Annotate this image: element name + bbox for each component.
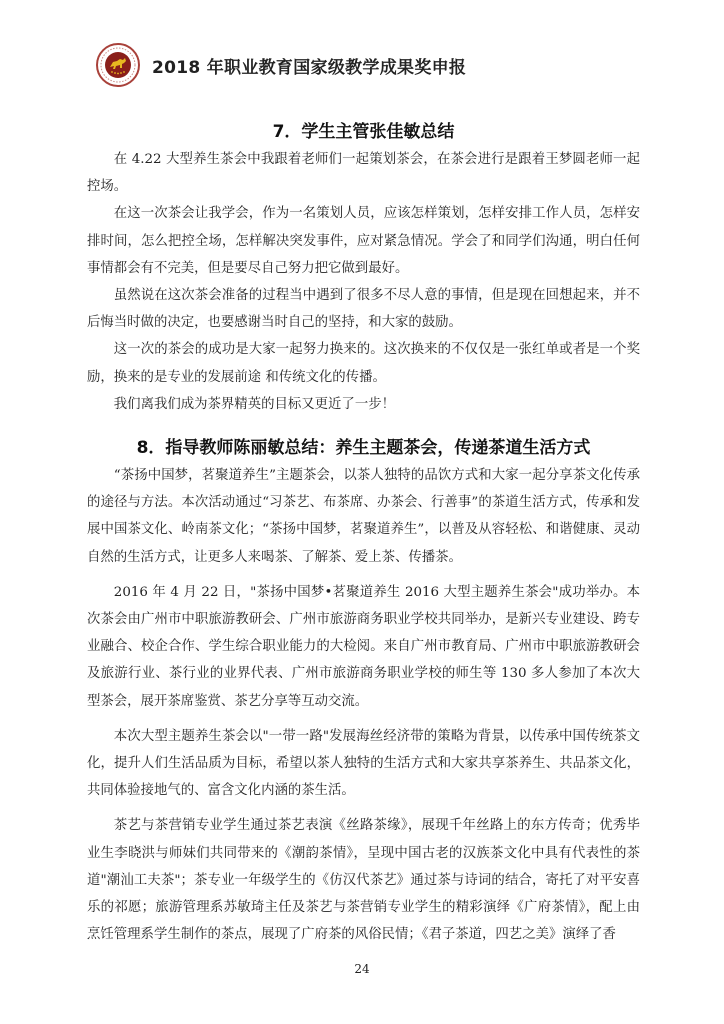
- paragraph: 我们离我们成为茶界精英的目标又更近了一步！: [113, 396, 395, 412]
- page-header: [96, 42, 466, 88]
- paragraph: 在 4.22 大型养生茶会中我跟着老师们一起策划茶会，在茶会进行是跟着王梦圆老师一起控场。: [87, 152, 640, 195]
- paragraph: “茶扬中国梦，茗聚道养生”主题茶会，以茶人独特的品饮方式和大家一起分享茶文化传承的途径与方法。本次活动通过“习茶艺、布茶席、办茶会、行善事”的茶道生活方式，传承和发展中国茶文化、岭南茶文化；“茶扬中国梦，茗聚道养生”，以普及从容轻松、和谐健康、灵动自然的生活方式，让更多人来喝茶、了解茶、爱上茶、传播茶。: [87, 468, 640, 565]
- section-8: [87, 434, 640, 948]
- document-header-title: 2018 年职业教育国家级教学成果奖申报: [152, 57, 467, 78]
- page-number: 24: [354, 962, 370, 976]
- section-7-title: 7．学生主管张佳敏总结: [272, 122, 455, 142]
- paragraph: 茶艺与茶营销专业学生通过茶艺表演《丝路茶缘》，展现千年丝路上的东方传奇；优秀毕业生李晓洪与师妹们共同带来的《潮韵茶情》，呈现中国古老的汉族茶文化中具有代表性的茶道"潮汕工夫茶"；茶专业一年级学生的《仿汉代茶艺》通过茶与诗词的结合，寄托了对平安喜乐的祁愿；旅游管理系苏敏琦主任及茶艺与茶营销专业学生的精彩演绎《广府茶情》，配上由烹饪管理系学生制作的茶点，展现了广府茶的风俗民情；《君子茶道，四艺之美》演绎了香: [87, 818, 640, 943]
- paragraph: 在这一次茶会让我学会，作为一名策划人员，应该怎样策划，怎样安排工作人员，怎样安排时间，怎么把控全场，怎样解决突发事件，应对紧急情况。学会了和同学们沟通，明白任何事情都会有不完美，但是要尽自己努力把它做到最好。: [87, 206, 640, 276]
- section-8-title: 8．指导教师陈丽敏总结：养生主题茶会，传递茶道生活方式: [136, 438, 591, 459]
- page-body: [87, 118, 640, 948]
- paragraph-spacer: [87, 715, 640, 723]
- paragraph-spacer: [87, 804, 640, 812]
- paragraph: 本次大型主题养生茶会以"一带一路"发展海丝经济带的策略为背景，以传承中国传统茶文化，提升人们生活品质为目标，希望以茶人独特的生活方式和大家共享茶养生、共品茶文化，共同体验接地气的、富含文化内涵的茶生活。: [87, 728, 640, 799]
- section-7: [87, 118, 640, 418]
- paragraph: 虽然说在这次茶会准备的过程当中遇到了很多不尽人意的事情，但是现在回想起来，并不后悔当时做的决定，也要感谢当时自己的坚持，和大家的鼓励。: [87, 288, 640, 331]
- paragraph: 这一次的茶会的成功是大家一起努力换来的。这次换来的不仅仅是一张红单或者是一个奖励，换来的是专业的发展前途 和传统文化的传播。: [87, 342, 640, 385]
- school-emblem-horse-icon: [96, 43, 140, 87]
- paragraph-spacer: [87, 571, 640, 579]
- paragraph: 2016 年 4 月 22 日，"茶扬中国梦•茗聚道养生 2016 大型主题养生茶会"成功举办。本次茶会由广州市中职旅游教研会、广州市旅游商务职业学校共同举办，是新兴专业建设、跨专业融合、校企合作、学生综合职业能力的大检阅。来自广州市教育局、广州市中职旅游教研会及旅游行业、茶行业的业界代表、广州市旅游商务职业学校的师生等 130 多人参加了本次大型茶会，展开茶席鉴赏、茶艺分享等互动交流。: [87, 584, 640, 709]
